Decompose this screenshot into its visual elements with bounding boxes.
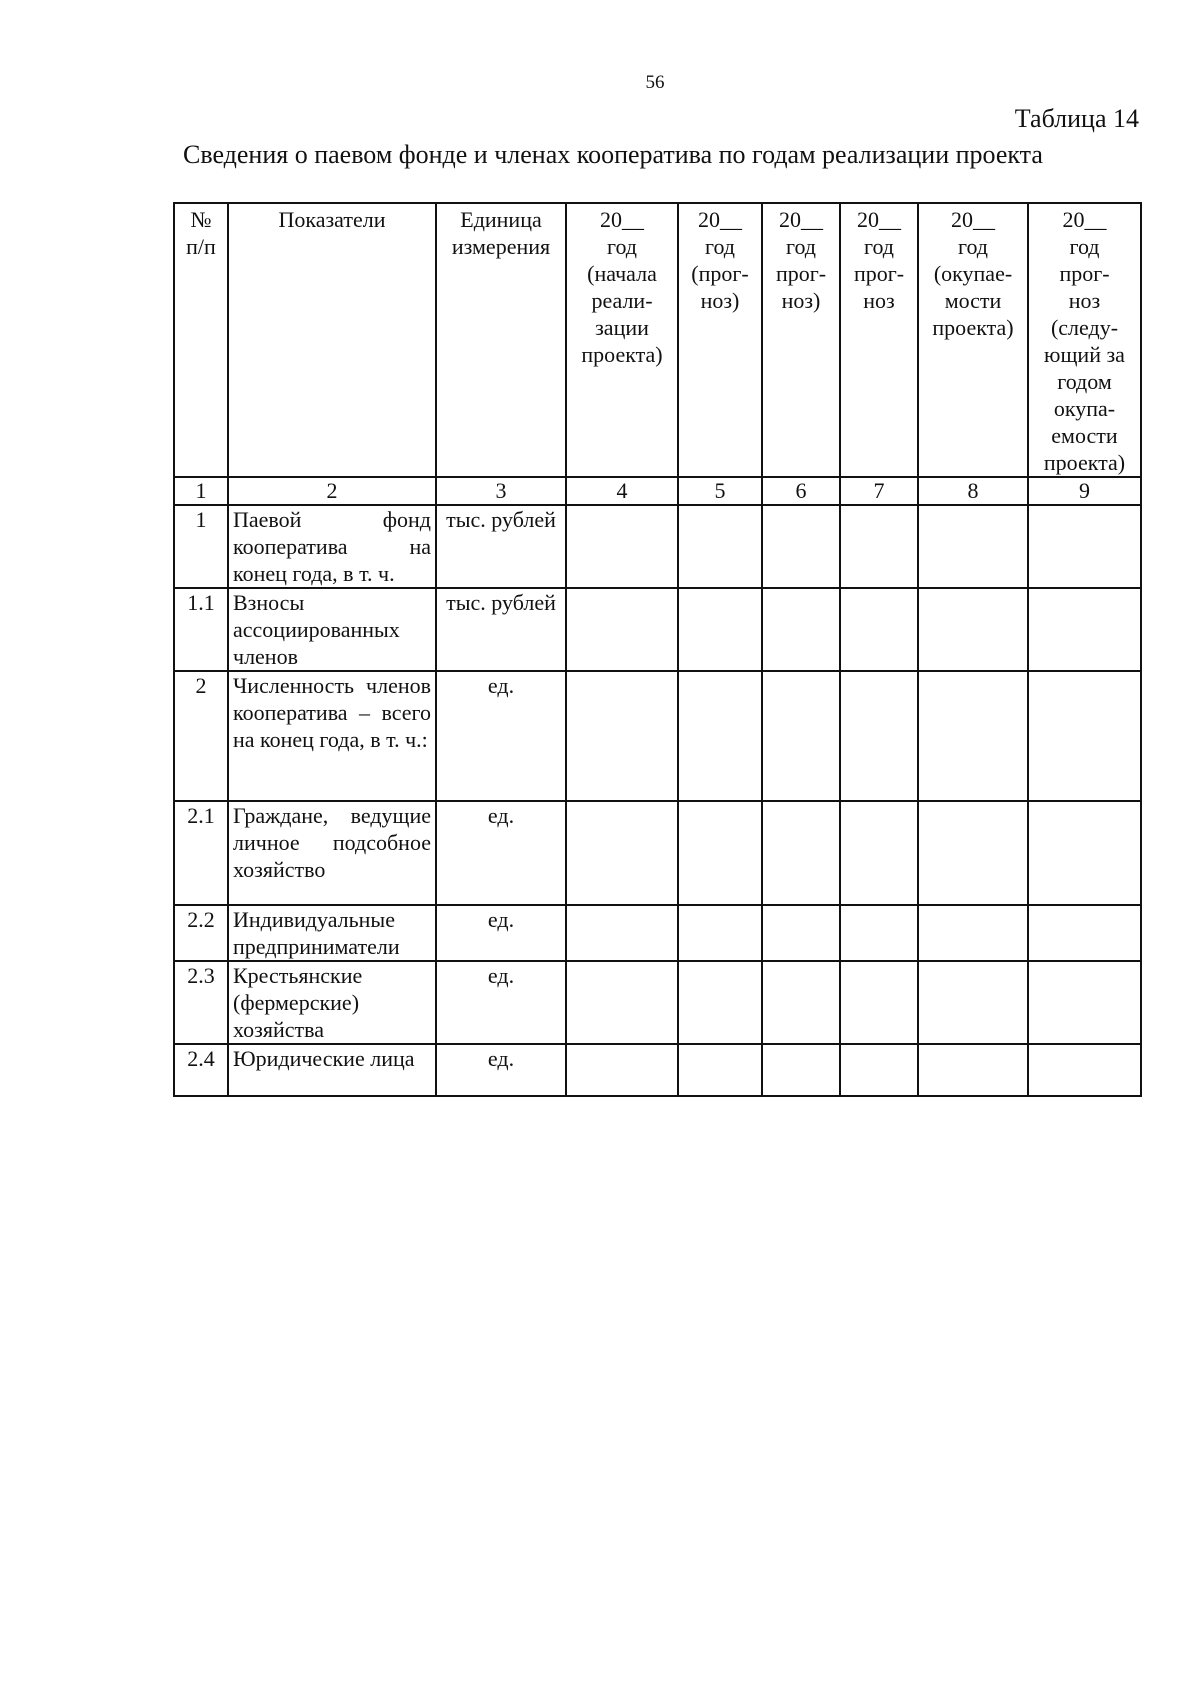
- column-number: 4: [566, 477, 678, 505]
- header-text: ноз): [700, 288, 740, 313]
- table-row: [174, 905, 1141, 961]
- header-cell: [228, 203, 436, 477]
- column-number: 8: [918, 477, 1028, 505]
- table-row: [174, 671, 1141, 801]
- empty-year-cell: [678, 961, 762, 1044]
- empty-year-cell: [918, 905, 1028, 961]
- table-row: [174, 505, 1141, 588]
- header-text: год: [606, 234, 638, 259]
- row-unit: ед.: [436, 1044, 566, 1096]
- empty-year-cell: [762, 1044, 840, 1096]
- header-text: ноз): [781, 288, 821, 313]
- header-text: год: [1069, 234, 1100, 259]
- table-row: [174, 801, 1141, 905]
- row-number: 1.1: [174, 588, 228, 671]
- empty-year-cell: [566, 505, 678, 588]
- empty-year-cell: [840, 671, 918, 801]
- header-text: прог-: [853, 261, 905, 286]
- empty-year-cell: [918, 671, 1028, 801]
- header-cell: [174, 203, 228, 477]
- header-text: емости: [1051, 423, 1118, 448]
- column-number: 6: [762, 477, 840, 505]
- row-number: 2.1: [174, 801, 228, 905]
- row-indicator: Граждане, ведущие личное подсобное хозяйство: [228, 801, 436, 905]
- empty-year-cell: [678, 801, 762, 905]
- column-number: 3: [436, 477, 566, 505]
- header-text: Единица: [460, 207, 542, 232]
- header-text: 20__: [698, 207, 742, 232]
- empty-year-cell: [762, 588, 840, 671]
- header-text: реали-: [591, 288, 653, 313]
- header-text: проекта): [581, 342, 663, 367]
- empty-year-cell: [762, 961, 840, 1044]
- header-text: окупа-: [1053, 396, 1116, 421]
- header-text: проекта): [932, 315, 1014, 340]
- row-number: 1: [174, 505, 228, 588]
- header-cell: [918, 203, 1028, 477]
- empty-year-cell: [566, 905, 678, 961]
- header-cell: [1028, 203, 1141, 477]
- empty-year-cell: [566, 588, 678, 671]
- empty-year-cell: [762, 505, 840, 588]
- header-text: (окупае-: [933, 261, 1013, 286]
- column-number: 2: [228, 477, 436, 505]
- column-number: 7: [840, 477, 918, 505]
- row-indicator: Численность членов кооператива – всего на конец года, в т. ч.:: [228, 671, 436, 801]
- header-text: ноз: [1068, 288, 1101, 313]
- header-cell: [762, 203, 840, 477]
- header-text: №: [190, 207, 212, 232]
- empty-year-cell: [1028, 961, 1141, 1044]
- data-table: [173, 202, 1142, 1097]
- empty-year-cell: [918, 505, 1028, 588]
- header-text: п/п: [186, 234, 216, 259]
- column-number-row: [174, 477, 1141, 505]
- header-text: (следу-: [1050, 315, 1119, 340]
- empty-year-cell: [678, 1044, 762, 1096]
- empty-year-cell: [566, 671, 678, 801]
- empty-year-cell: [1028, 1044, 1141, 1096]
- row-number: 2.4: [174, 1044, 228, 1096]
- empty-year-cell: [1028, 905, 1141, 961]
- page-number: 56: [645, 72, 665, 93]
- header-text: год: [957, 234, 989, 259]
- empty-year-cell: [918, 961, 1028, 1044]
- empty-year-cell: [1028, 801, 1141, 905]
- table-row: [174, 961, 1141, 1044]
- table-title: Сведения о паевом фонде и членах кооператива по годам реализации проекта: [183, 140, 1043, 169]
- row-unit: ед.: [436, 801, 566, 905]
- row-number: 2: [174, 671, 228, 801]
- header-text: 20__: [1062, 207, 1107, 232]
- row-number: 2.3: [174, 961, 228, 1044]
- empty-year-cell: [840, 505, 918, 588]
- empty-year-cell: [918, 588, 1028, 671]
- table-label: Таблица 14: [1014, 104, 1139, 133]
- empty-year-cell: [566, 961, 678, 1044]
- empty-year-cell: [918, 801, 1028, 905]
- table-row: [174, 588, 1141, 671]
- table-row: [174, 1044, 1141, 1096]
- empty-year-cell: [678, 505, 762, 588]
- empty-year-cell: [840, 1044, 918, 1096]
- empty-year-cell: [678, 588, 762, 671]
- header-text: 20__: [779, 207, 823, 232]
- header-cell: [566, 203, 678, 477]
- row-unit: тыс. рублей: [436, 588, 566, 671]
- empty-year-cell: [1028, 671, 1141, 801]
- header-text: 20__: [951, 207, 995, 232]
- row-indicator: Крестьянские (фермерские) хозяйства: [228, 961, 436, 1044]
- header-cell: [678, 203, 762, 477]
- row-unit: тыс. рублей: [436, 505, 566, 588]
- row-indicator: Взносы ассоциированных членов: [228, 588, 436, 671]
- header-text: 20__: [857, 207, 901, 232]
- empty-year-cell: [840, 588, 918, 671]
- empty-year-cell: [678, 671, 762, 801]
- header-text: ноз: [863, 288, 895, 313]
- empty-year-cell: [566, 801, 678, 905]
- empty-year-cell: [840, 961, 918, 1044]
- empty-year-cell: [840, 905, 918, 961]
- empty-year-cell: [762, 801, 840, 905]
- column-number: 9: [1028, 477, 1141, 505]
- header-text: мости: [944, 288, 1002, 313]
- row-unit: ед.: [436, 671, 566, 801]
- header-text: (прог-: [691, 261, 749, 286]
- column-number: 1: [174, 477, 228, 505]
- column-number: 5: [678, 477, 762, 505]
- header-text: прог-: [775, 261, 827, 286]
- empty-year-cell: [1028, 505, 1141, 588]
- header-text: зации: [595, 315, 649, 340]
- header-cell: [840, 203, 918, 477]
- empty-year-cell: [566, 1044, 678, 1096]
- row-indicator: Юридические лица: [228, 1044, 436, 1096]
- empty-year-cell: [1028, 588, 1141, 671]
- header-text: проекта): [1043, 450, 1126, 475]
- empty-year-cell: [762, 905, 840, 961]
- header-text: Показатели: [278, 207, 386, 232]
- header-row: [174, 203, 1141, 477]
- header-text: год: [863, 234, 895, 259]
- empty-year-cell: [840, 801, 918, 905]
- row-unit: ед.: [436, 905, 566, 961]
- header-text: прог-: [1059, 261, 1110, 286]
- header-text: 20__: [600, 207, 644, 232]
- header-cell: [436, 203, 566, 477]
- header-text: годом: [1057, 369, 1112, 394]
- header-text: год: [785, 234, 817, 259]
- empty-year-cell: [762, 671, 840, 801]
- empty-year-cell: [918, 1044, 1028, 1096]
- empty-year-cell: [678, 905, 762, 961]
- header-text: измерения: [451, 234, 551, 259]
- row-indicator: Индивидуальные предприниматели: [228, 905, 436, 961]
- row-number: 2.2: [174, 905, 228, 961]
- row-unit: ед.: [436, 961, 566, 1044]
- header-text: год: [704, 234, 736, 259]
- header-text: (начала: [587, 261, 657, 286]
- header-text: ющий за: [1044, 342, 1125, 367]
- row-indicator: Паевой фонд кооператива на конец года, в т. ч.: [228, 505, 436, 588]
